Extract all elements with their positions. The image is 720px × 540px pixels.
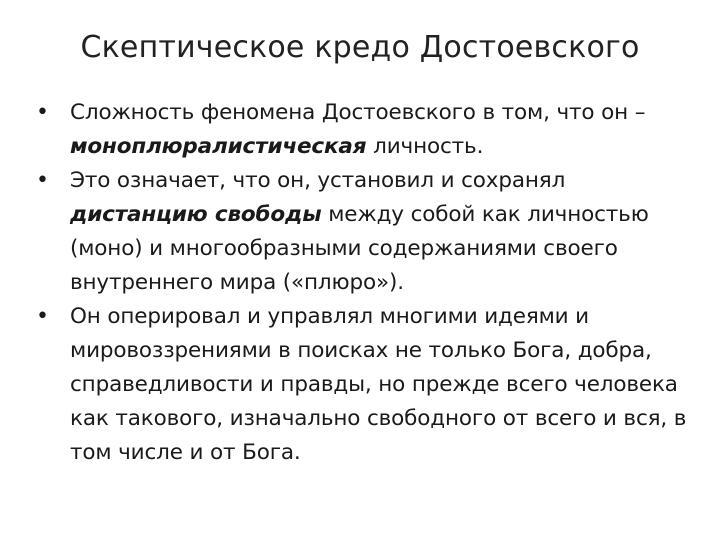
bullet-dot-icon: • bbox=[36, 168, 49, 193]
slide-title: Скептическое кредо Достоевского bbox=[80, 30, 640, 65]
bullet-dot-icon: • bbox=[36, 100, 49, 125]
bullet-text: Сложность феномена Достоевского в том, что он – bbox=[70, 100, 646, 125]
bullet-text: между собой как личностью (моно) и многообразными содержаниями своего внутреннего мира («плюро»). bbox=[70, 202, 649, 295]
emphasis-term: дистанцию свободы bbox=[70, 202, 322, 227]
bullet-dot-icon: • bbox=[36, 304, 49, 329]
bullet-item bbox=[36, 96, 700, 164]
bullet-item bbox=[36, 300, 700, 470]
bullet-text: Он оперировал и управлял многими идеями и мировоззрениями в поисках не только Бога, добра, справедливости и правды, но прежде всего человека как такового, изначально свободного от всего и вся, в том числе и от Бога. bbox=[70, 304, 687, 465]
bullet-list bbox=[36, 96, 700, 470]
bullet-text: личность. bbox=[366, 134, 484, 159]
bullet-text: Это означает, что он, установил и сохранял bbox=[70, 168, 566, 193]
emphasis-term: моноплюралистическая bbox=[70, 134, 367, 159]
bullet-item bbox=[36, 164, 700, 300]
